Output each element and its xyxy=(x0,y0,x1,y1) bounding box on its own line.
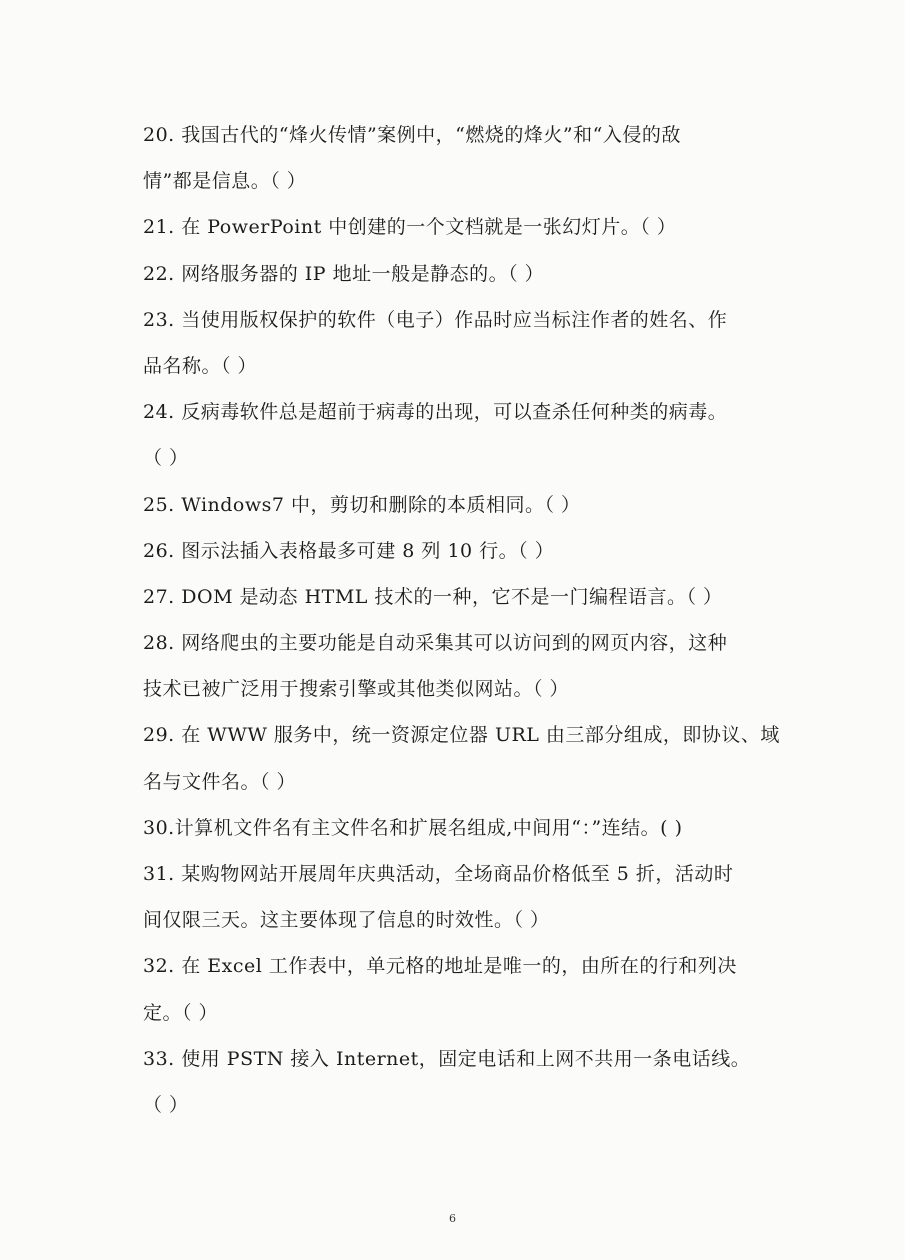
question-32-line-2: 定。（ ） xyxy=(143,1001,219,1024)
question-23-line-1: 23. 当使用版权保护的软件（电子）作品时应当标注作者的姓名、作 xyxy=(143,308,728,331)
question-20-line-1: 20. 我国古代的“烽火传情”案例中，“燃烧的烽火”和“入侵的敌 xyxy=(143,124,681,146)
question-21: 21. 在 PowerPoint 中创建的一个文档就是一张幻灯片。（ ） xyxy=(143,216,677,239)
question-30: 30.计算机文件名有主文件名和扩展名组成,中间用“：”连结。( ) xyxy=(143,816,683,839)
question-24-line-2: （ ） xyxy=(143,447,189,470)
question-29-line-2: 名与文件名。（ ） xyxy=(143,770,297,793)
question-20-line-2: 情”都是信息。（ ） xyxy=(143,170,307,193)
question-24-line-1: 24. 反病毒软件总是超前于病毒的出现，可以查杀任何种类的病毒。 xyxy=(143,401,728,424)
question-31-line-2: 间仅限三天。这主要体现了信息的时效性。（ ） xyxy=(143,909,550,932)
question-23-line-2: 品名称。（ ） xyxy=(143,354,258,377)
question-33-line-1: 33. 使用 PSTN 接入 Internet，固定电话和上网不共用一条电话线。 xyxy=(143,1047,751,1070)
question-28-line-1: 28. 网络爬虫的主要功能是自动采集其可以访问到的网页内容，这种 xyxy=(143,632,728,655)
question-28-line-2: 技术已被广泛用于搜索引擎或其他类似网站。（ ） xyxy=(143,678,570,701)
question-26: 26. 图示法插入表格最多可建 8 列 10 行。（ ） xyxy=(143,539,555,562)
question-25: 25. Windows7 中，剪切和删除的本质相同。（ ） xyxy=(143,493,581,516)
question-29-line-1: 29. 在 WWW 服务中，统一资源定位器 URL 由三部分组成，即协议、域 xyxy=(143,724,780,747)
question-22: 22. 网络服务器的 IP 地址一般是静态的。（ ） xyxy=(143,262,545,285)
question-list xyxy=(143,112,780,1128)
page-number: 6 xyxy=(449,1212,456,1225)
question-31-line-1: 31. 某购物网站开展周年庆典活动，全场商品价格低至 5 折，活动时 xyxy=(143,863,734,885)
question-27: 27. DOM 是动态 HTML 技术的一种，它不是一门编程语言。（ ） xyxy=(143,585,723,608)
question-32-line-1: 32. 在 Excel 工作表中，单元格的地址是唯一的，由所在的行和列决 xyxy=(143,955,737,978)
question-33-line-2: （ ） xyxy=(143,1093,189,1116)
